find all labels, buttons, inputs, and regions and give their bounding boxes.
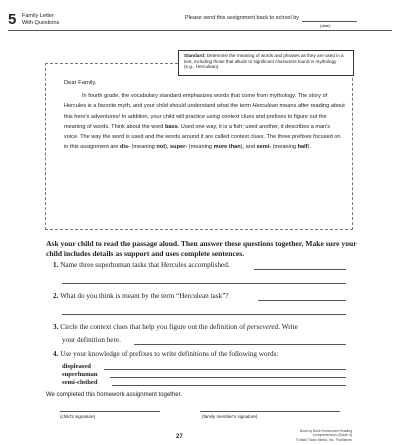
- answer-line[interactable]: [104, 369, 346, 370]
- herculean-term: Herculean: [252, 103, 278, 110]
- question-1: [53, 261, 230, 270]
- question-3-line2: your definition here.: [62, 336, 121, 344]
- letter-body: [64, 91, 346, 153]
- answer-line[interactable]: [134, 344, 346, 345]
- credit-line-1: Book by Book Homeroom Reading Comprehension (Grade 4): [299, 429, 352, 438]
- family-signature-line[interactable]: [200, 411, 340, 412]
- question-2: [53, 292, 229, 301]
- unit-label-line2: With Questions: [22, 19, 60, 26]
- answer-line[interactable]: [112, 385, 346, 386]
- letter-text: ),: [165, 144, 171, 151]
- letter-text: ), and: [240, 144, 257, 151]
- question-3-number: 3.: [53, 323, 59, 331]
- header-rule: [8, 30, 392, 31]
- credit-text: [282, 429, 352, 442]
- completed-statement: We completed this homework assignment together.: [46, 392, 182, 398]
- letter-text: (meaning: [271, 144, 298, 151]
- standard-box: [178, 50, 354, 76]
- letter-text: means after reading about this hero's adventures! In addition, your child will practice using context clues and prefixes to figure out the meaning of words. Think about the word: [64, 103, 345, 130]
- prefix-semi-meaning: half: [297, 144, 308, 151]
- letter-text: (meaning: [187, 144, 214, 151]
- standard-label: Standard:: [184, 53, 206, 58]
- date-label: (date): [320, 23, 331, 28]
- instructions: Ask your child to read the passage aloud. Then answer these questions together. Make sure your child includes details as support and uses complete sentences.: [46, 239, 357, 258]
- question-3-text: Circle the context clues that help you figure out the definition of: [60, 323, 248, 331]
- date-line: [302, 21, 357, 22]
- answer-line[interactable]: [110, 377, 346, 378]
- term-semi-clothed: semi-clothed: [62, 379, 98, 386]
- prefix-semi: semi-: [256, 144, 272, 151]
- page-number: 27: [176, 434, 183, 440]
- term-displeased: displeased: [62, 363, 91, 370]
- prefix-super-meaning: more than: [213, 144, 241, 151]
- standard-text: Determine the meaning of words and phrases as they are used in a text, including those that allude to significant characters found in mythology (e.g., Herculean).: [184, 53, 344, 70]
- letter-text: (meaning: [129, 144, 157, 151]
- term-superhuman: superhuman: [62, 371, 98, 378]
- letter-text: . Used one way, it is a fish; used another, it describes a man's voice. The way the word is used and the words around it are called context clues. The three prefixes focused on in this assignment are: [64, 123, 341, 151]
- question-4-number: 4.: [53, 350, 59, 358]
- question-2-text: What do you think is meant by the term “Herculean task”?: [60, 292, 229, 300]
- credit-line-2: © Mark Twain Media, Inc., Publishers: [296, 437, 352, 442]
- prefix-super: super-: [170, 144, 188, 151]
- letter-text: In fourth grade, the vocabulary standard emphasizes words that come from mythology. The story of Hercules is a favorite myth, and your child should understand what the term: [64, 93, 328, 110]
- unit-label: [22, 13, 72, 26]
- question-4: [53, 350, 278, 359]
- prefix-dis-meaning: not: [156, 144, 166, 151]
- child-signature-label: (child's signature): [60, 414, 96, 419]
- letter-greeting: Dear Family,: [64, 80, 97, 86]
- family-signature-label: (family member's signature): [202, 414, 258, 419]
- question-1-text: Name three superhuman tasks that Hercules accomplished.: [60, 261, 230, 269]
- question-3-text: . Write: [278, 323, 298, 331]
- question-1-number: 1.: [53, 261, 59, 269]
- answer-line[interactable]: [62, 283, 346, 284]
- persevered-term: persevered: [247, 323, 279, 331]
- send-back-text: Please send this assignment back to school by: [185, 15, 300, 21]
- letter-text: ).: [307, 144, 311, 151]
- question-3: [53, 323, 298, 332]
- bass-term: bass: [164, 123, 178, 130]
- unit-number: 5: [8, 11, 17, 28]
- answer-line[interactable]: [254, 269, 346, 270]
- answer-line[interactable]: [258, 300, 346, 301]
- prefix-dis: dis-: [119, 144, 130, 151]
- question-4-text: Use your knowledge of prefixes to write definitions of the following words:: [60, 350, 279, 358]
- unit-label-line1: Family Letter: [22, 13, 54, 19]
- question-2-number: 2.: [53, 292, 59, 300]
- answer-line[interactable]: [62, 314, 346, 315]
- child-signature-line[interactable]: [60, 411, 160, 412]
